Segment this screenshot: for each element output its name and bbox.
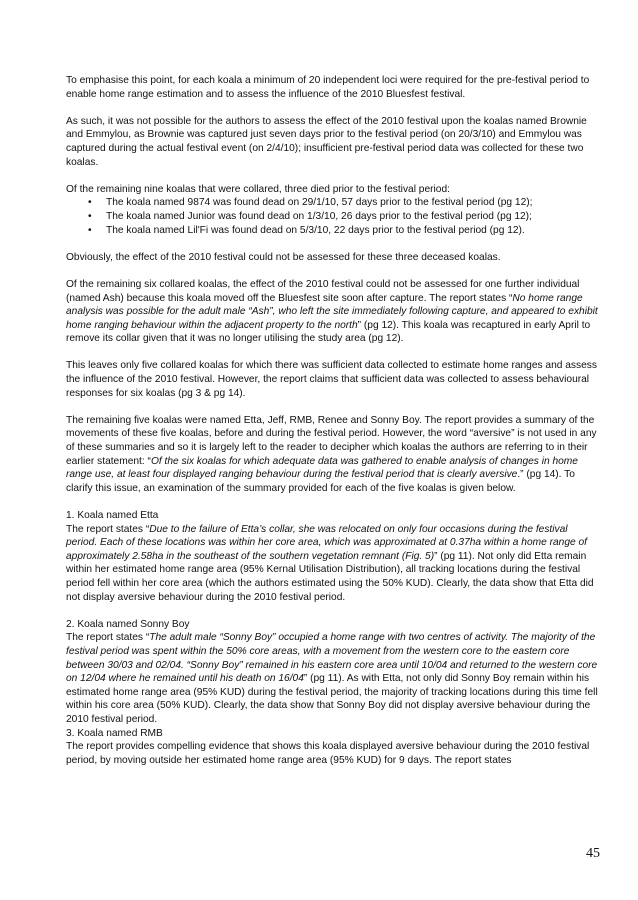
section-heading: 1. Koala named Etta [66,510,159,521]
text-run: The report states “ [66,632,150,644]
paragraph-deceased-koalas: Obviously, the effect of the 2010 festival could not be assessed for these three deceased koalas. [66,251,501,263]
deceased-koalas-list [66,196,600,237]
paragraph-summary-intro [66,414,600,496]
list-item: • The koala named 9874 was found dead on 29/1/10, 57 days prior to the festival period (pg 12); [106,196,600,210]
quote-text: Of the six koalas for which adequate data was gathered to enable analysis of changes in home range use, at least four displayed ranging behaviour during the festival period that is clearly aversive [66,455,578,481]
page-number: 45 [586,846,600,861]
paragraph-remaining-nine: Of the remaining nine koalas that were collared, three died prior to the festival period: [66,183,450,195]
section-heading: 2. Koala named Sonny Boy [66,618,190,630]
text-run: ” (pg 12). This koala was recaptured in early April to remove its collar given that it was no longer utilising the study area (pg 12). [66,319,591,345]
text-run: Of the remaining six collared koalas, the effect of the 2010 festival could not be assessed for one further individual (named Ash) because this koala moved off the Bluesfest site soon after capture. The report states “ [66,278,580,304]
page-body [66,74,600,767]
section-etta [66,509,600,604]
quote-text: The adult male “Sonny Boy” occupied a home range with two centres of activity. The majority of the festival period was spent within the 50% core areas, with a movement from the western core to the eastern core between 30/03 and 02/04. “Sonny Boy” remained in his eastern core area until 10/04 and returned to the western core on 12/04 where he remained until his death on 16/04 [66,632,598,685]
paragraph-brownie-emmylou: As such, it was not possible for the authors to assess the effect of the 2010 festival upon the koalas named Brownie and Emmylou, as Brownie was captured just seven days prior to the festival period (on 20/3/10) and Emmylou was captured during the actual festival event (on 2/4/10); insufficient pre-festival period data was collected for these two koalas. [66,115,587,168]
paragraph-five-koalas: This leaves only five collared koalas for which there was sufficient data collected to estimate home ranges and assess the influence of the 2010 festival. However, the report claims that sufficient data was collected to assess behavioural responses for six koalas (pg 3 & pg 14). [66,360,597,399]
text-run: ” (pg 11). As with Etta, not only did Sonny Boy remain within his estimated home range area (95% KUD) during the festival period, the majority of tracking locations during this time fell within his core area (50% KUD). Clearly, the data show that Sonny Boy did not display aversive behaviour during the 2010 festival period. [66,673,598,725]
list-item: • The koala named Lil'Fi was found dead on 5/3/10, 22 days prior to the festival period (pg 12). [106,224,600,238]
section-heading: 3. Koala named RMB [66,727,163,739]
text-run: The report provides compelling evidence that shows this koala displayed aversive behaviour during the 2010 festival period, by moving outside her estimated home range area (95% KUD) for 9 days. The report states [66,741,590,766]
paragraph-ash [66,278,600,346]
quote-text: Due to the failure of Etta’s collar, she was relocated on only four occasions during the festival period. Each of these locations was within her core area, which was approximated at 0.37ha within a home range of approximately 2.58ha in the southeast of the southern vegetation remnant (Fig. 5) [66,523,587,562]
text-run: The report states “ [66,523,150,535]
text-run: .” (pg 14). To clarify this issue, an examination of the summary provided for each of the five koalas is given below. [66,469,575,494]
section-sonny-boy [66,618,600,727]
quote-text: No home range analysis was possible for the adult male “Ash”, who left the site immediately following capture, and appeared to exhibit home ranging behaviour within the adjacent property to the north [66,292,598,331]
text-run: ” (pg 11). Not only did Etta remain within her estimated home range area (95% Kernal Utilisation Distribution), all tracking locations during the festival period fell within her core area (which the authors estimated using the 50% KUD). Clearly, the data show that Etta did not display aversive behaviour during the 2010 festival period. [66,550,594,603]
text-run: The remaining five koalas were named Etta, Jeff, RMB, Renee and Sonny Boy. The report provides a summary of the movements of these five koalas, before and during the festival period. However, the word “aversive” is not used in any of these summaries and so it is largely left to the reader to decipher which koalas the authors are referring to in their earlier statement: “ [66,414,597,467]
section-rmb [66,727,600,768]
list-item: • The koala named Junior was found dead on 1/3/10, 26 days prior to the festival period (pg 12); [106,210,600,224]
paragraph-loci-requirement: To emphasise this point, for each koala a minimum of 20 independent loci were required for the pre-festival period to enable home range estimation and to assess the influence of the 2010 Bluesfest festival. [66,75,590,100]
